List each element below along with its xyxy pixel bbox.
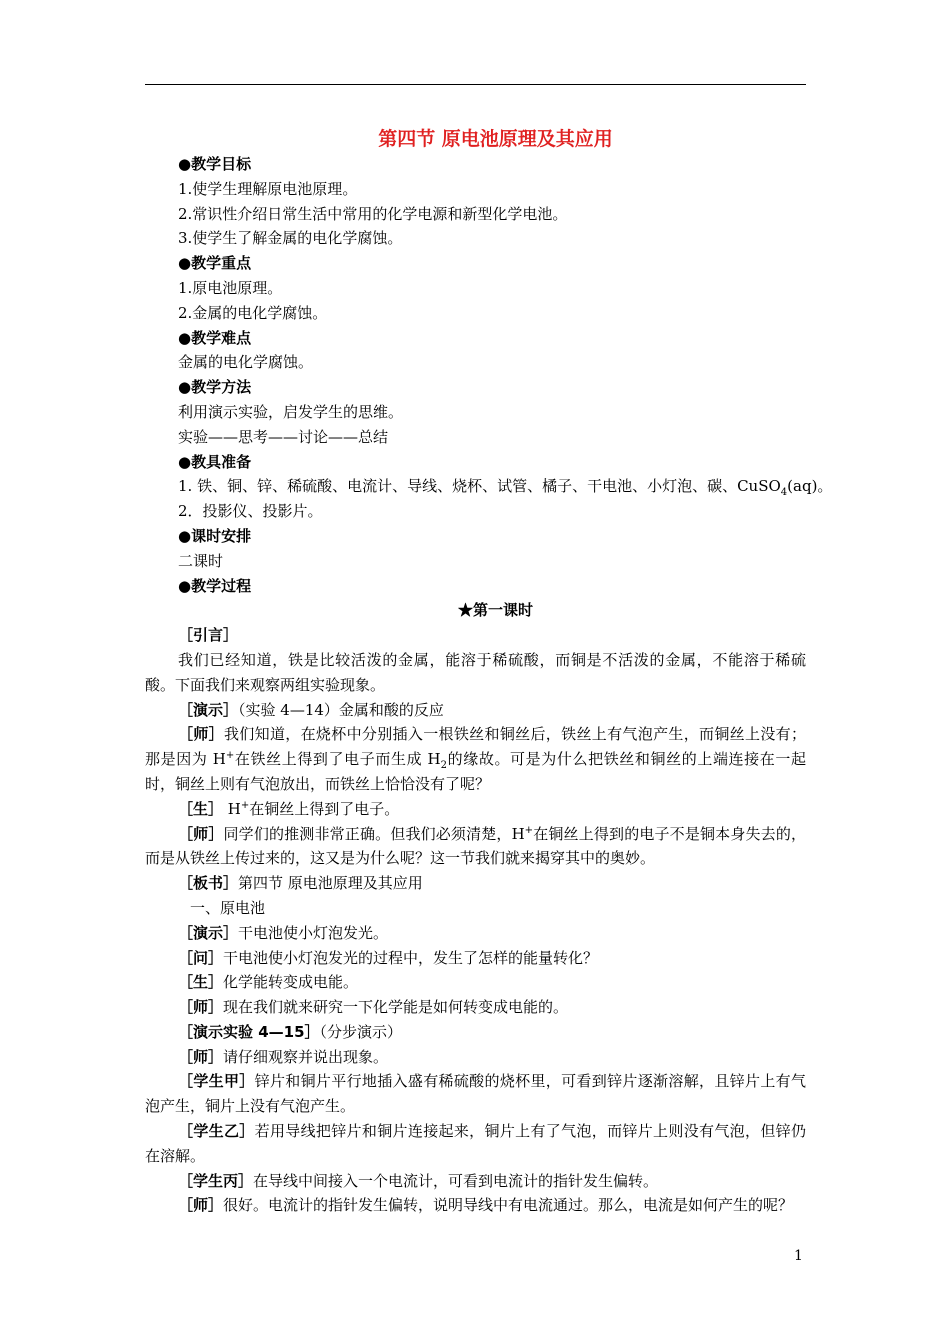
schedule-heading: ●课时安排 bbox=[178, 526, 252, 545]
demo-line: ［演示］（实验 4—14）金属和酸的反应 bbox=[178, 700, 444, 719]
process-heading: ●教学过程 bbox=[178, 576, 252, 595]
document-body bbox=[145, 120, 833, 1218]
header-rule bbox=[145, 84, 806, 85]
difficulty-text: 金属的电化学腐蚀。 bbox=[178, 353, 314, 372]
key-point-item: 1.原电池原理。 bbox=[178, 278, 283, 297]
equipment-item: 1. 铁、铜、锌、稀硫酸、电流计、导线、烧杯、试管、橘子、干电池、小灯泡、碳、CuSO$_4$(aq)。 bbox=[178, 477, 833, 499]
goal-item: 3.使学生了解金属的电化学腐蚀。 bbox=[178, 229, 403, 248]
teacher-line: ［师］现在我们就来研究一下化学能是如何转变成电能的。 bbox=[178, 998, 569, 1017]
goal-item: 2.常识性介绍日常生活中常用的化学电源和新型化学电池。 bbox=[178, 204, 568, 223]
page-number: 1 bbox=[794, 1248, 803, 1264]
teacher-paragraph: ［师］很好。电流计的指针发生偏转，说明导线中有电流通过。那么，电流是如何产生的呢？ bbox=[178, 1196, 794, 1215]
difficulty-heading: ●教学难点 bbox=[178, 328, 252, 347]
key-points-heading: ●教学重点 bbox=[178, 254, 252, 273]
schedule-text: 二课时 bbox=[178, 551, 224, 570]
question-line: ［问］干电池使小灯泡发光的过程中，发生了怎样的能量转化？ bbox=[178, 948, 599, 967]
student-c-paragraph: ［学生丙］在导线中间接入一个电流计，可看到电流计的指针发生偏转。 bbox=[178, 1171, 659, 1190]
goal-item: 1.使学生理解原电池原理。 bbox=[178, 179, 358, 198]
page-title: 第四节 原电池原理及其应用 bbox=[378, 128, 613, 150]
intro-tag: ［引言］ bbox=[178, 626, 239, 645]
teacher-paragraph: ［师］同学们的推测非常正确。但我们必须清楚，H+在铜丝上得到的电子不是铜本身失去的，而是从铁丝上传过来的，这又是为什么呢？这一节我们就来揭穿其中的奥妙。 bbox=[145, 824, 806, 868]
lesson-heading: ★第一课时 bbox=[457, 601, 533, 620]
demo-experiment-line: ［演示实验 4—15］（分步演示） bbox=[178, 1022, 403, 1041]
board-line: ［板书］第四节 原电池原理及其应用 bbox=[178, 874, 423, 893]
key-point-item: 2.金属的电化学腐蚀。 bbox=[178, 303, 328, 322]
teacher-line: ［师］请仔细观察并说出现象。 bbox=[178, 1047, 389, 1066]
section-heading: 一、原电池 bbox=[190, 898, 266, 917]
student-line: ［生］化学能转变成电能。 bbox=[178, 973, 359, 992]
student-a-paragraph: ［学生甲］锌片和铜片平行地插入盛有稀硫酸的烧杯里，可看到锌片逐渐溶解，且锌片上有气泡产生，铜片上没有气泡产生。 bbox=[145, 1072, 806, 1116]
goals-heading: ●教学目标 bbox=[178, 155, 252, 173]
intro-paragraph: 我们已经知道，铁是比较活泼的金属，能溶于稀硫酸，而铜是不活泼的金属，不能溶于稀硫酸。下面我们来观察两组实验现象。 bbox=[145, 650, 806, 694]
demo-line: ［演示］干电池使小灯泡发光。 bbox=[178, 923, 389, 942]
method-item: 利用演示实验，启发学生的思维。 bbox=[178, 402, 404, 421]
method-item: 实验——思考——讨论——总结 bbox=[178, 427, 389, 446]
method-heading: ●教学方法 bbox=[178, 378, 252, 397]
equipment-heading: ●教具准备 bbox=[178, 452, 252, 471]
student-paragraph: ［生］ H+在铜丝上得到了电子。 bbox=[178, 799, 400, 818]
equipment-item: 2．投影仪、投影片。 bbox=[178, 502, 323, 521]
teacher-paragraph: ［师］我们知道，在烧杯中分别插入一根铁丝和铜丝后，铁丝上有气泡产生，而铜丝上没有；那是因为 H+在铁丝上得到了电子而生成 $H_2$的缘故。可是为什么把铁丝和铜丝的上端连接在一起时，铜丝上则有气泡放出，而铁丝上恰恰没有了呢？ bbox=[145, 725, 806, 793]
student-b-paragraph: ［学生乙］若用导线把锌片和铜片连接起来，铜片上有了气泡，而锌片上则没有气泡，但锌仍在溶解。 bbox=[145, 1122, 806, 1165]
